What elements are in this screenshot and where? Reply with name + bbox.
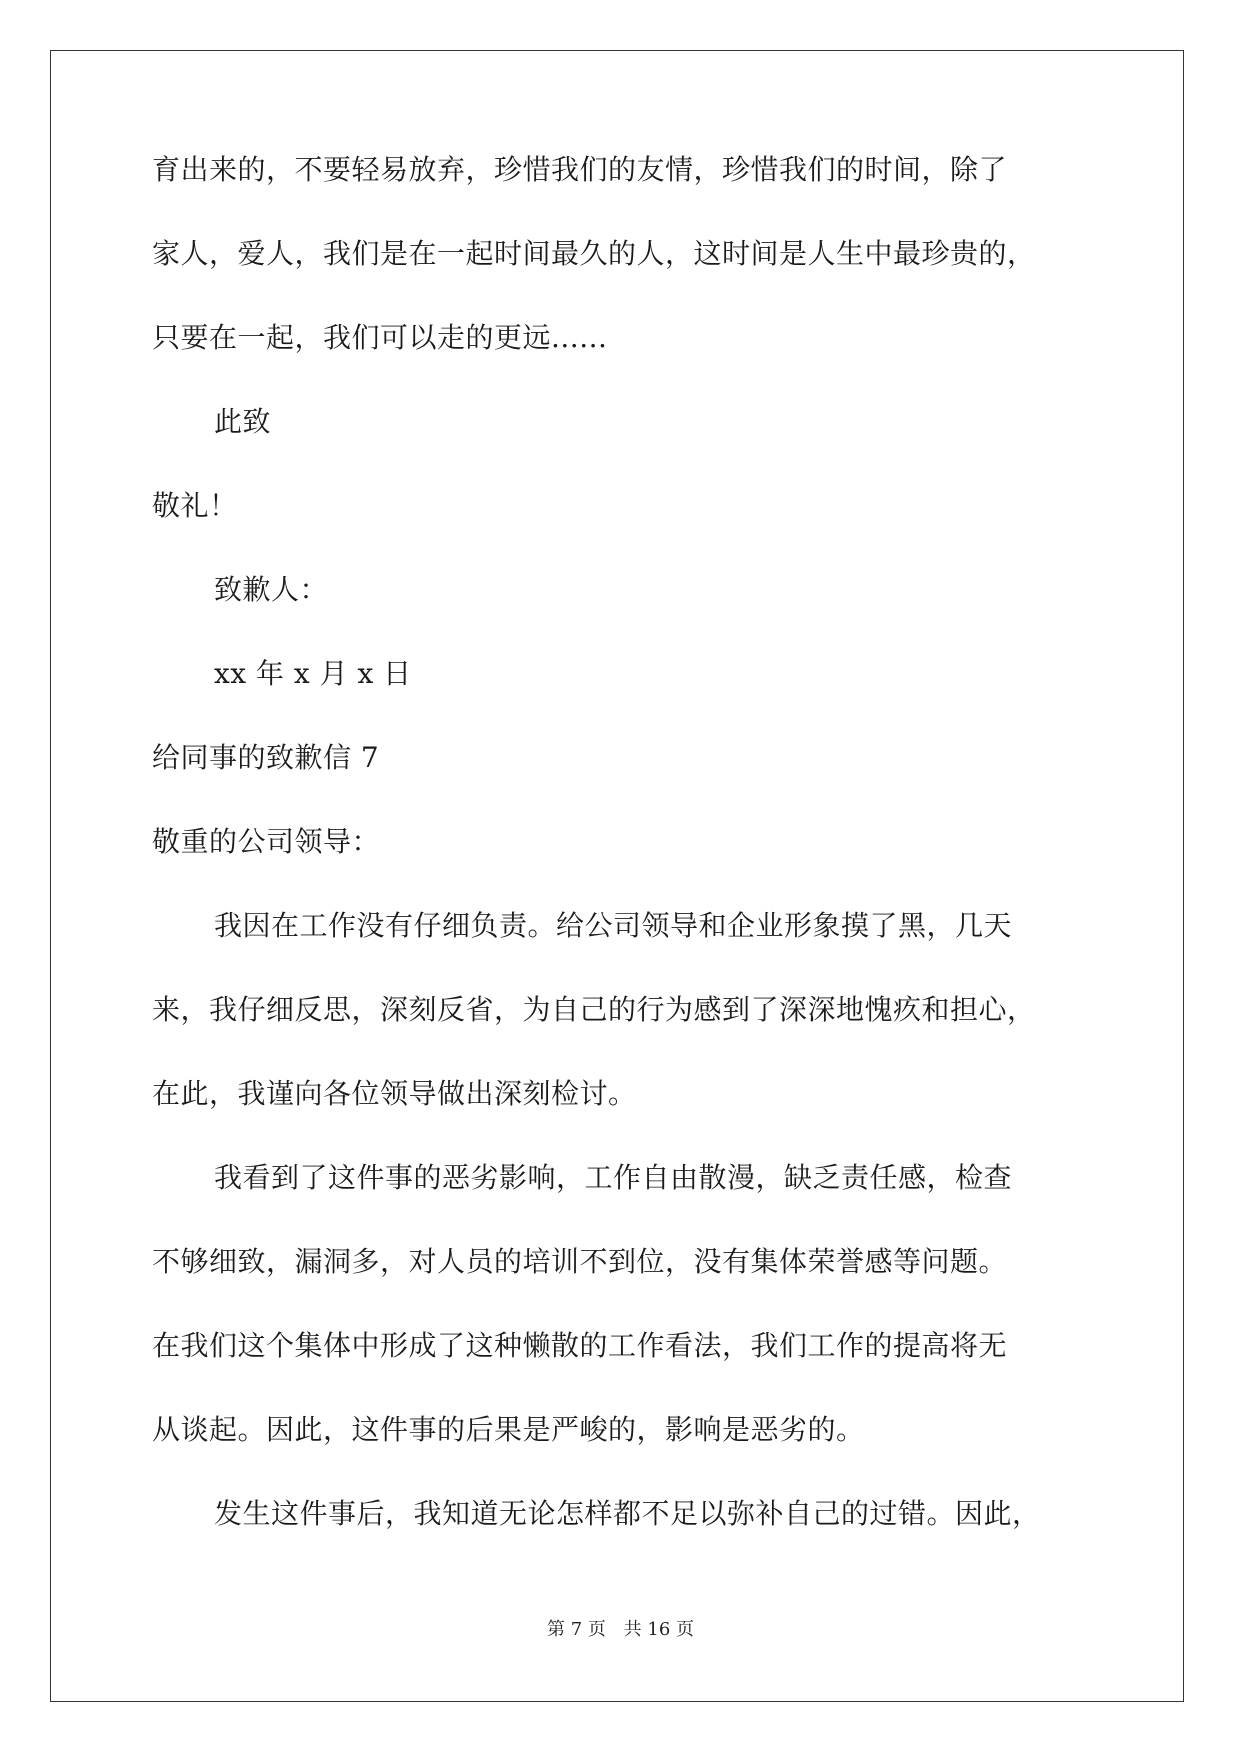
body-line: 我看到了这件事的恶劣影响，工作自由散漫，缺乏责任感，检查 (214, 1161, 1013, 1194)
body-line: 来，我仔细反思，深刻反省，为自己的行为感到了深深地愧疚和担心， (152, 993, 1036, 1026)
page-footer (0, 1618, 1241, 1642)
signature-label: 致歉人： (214, 573, 329, 606)
greeting: 敬重的公司领导： (152, 825, 381, 858)
page-total: 共 16 页 (623, 1619, 694, 1640)
body-line: 在此，我谨向各位领导做出深刻检讨。 (152, 1077, 637, 1110)
date-line: xx 年 x 月 x 日 (214, 657, 412, 690)
section-heading: 给同事的致歉信 7 (152, 741, 380, 774)
body-line: 只要在一起，我们可以走的更远...... (152, 321, 608, 354)
body-line: 育出来的，不要轻易放弃，珍惜我们的友情，珍惜我们的时间，除了 (152, 153, 1008, 186)
body-line: 不够细致，漏洞多，对人员的培训不到位，没有集体荣誉感等问题。 (152, 1245, 1008, 1278)
body-line: 在我们这个集体中形成了这种懒散的工作看法，我们工作的提高将无 (152, 1329, 1008, 1362)
closing-salutation: 此致 (214, 405, 272, 438)
body-line: 发生这件事后，我知道无论怎样都不足以弥补自己的过错。因此， (214, 1497, 1041, 1530)
body-line: 从谈起。因此，这件事的后果是严峻的，影响是恶劣的。 (152, 1413, 865, 1446)
page-border (50, 50, 1184, 1702)
body-line: 我因在工作没有仔细负责。给公司领导和企业形象摸了黑，几天 (214, 909, 1013, 942)
page-number: 第 7 页 (547, 1619, 606, 1640)
body-line: 家人，爱人，我们是在一起时间最久的人，这时间是人生中最珍贵的， (152, 237, 1036, 270)
closing-regards: 敬礼！ (152, 489, 238, 522)
